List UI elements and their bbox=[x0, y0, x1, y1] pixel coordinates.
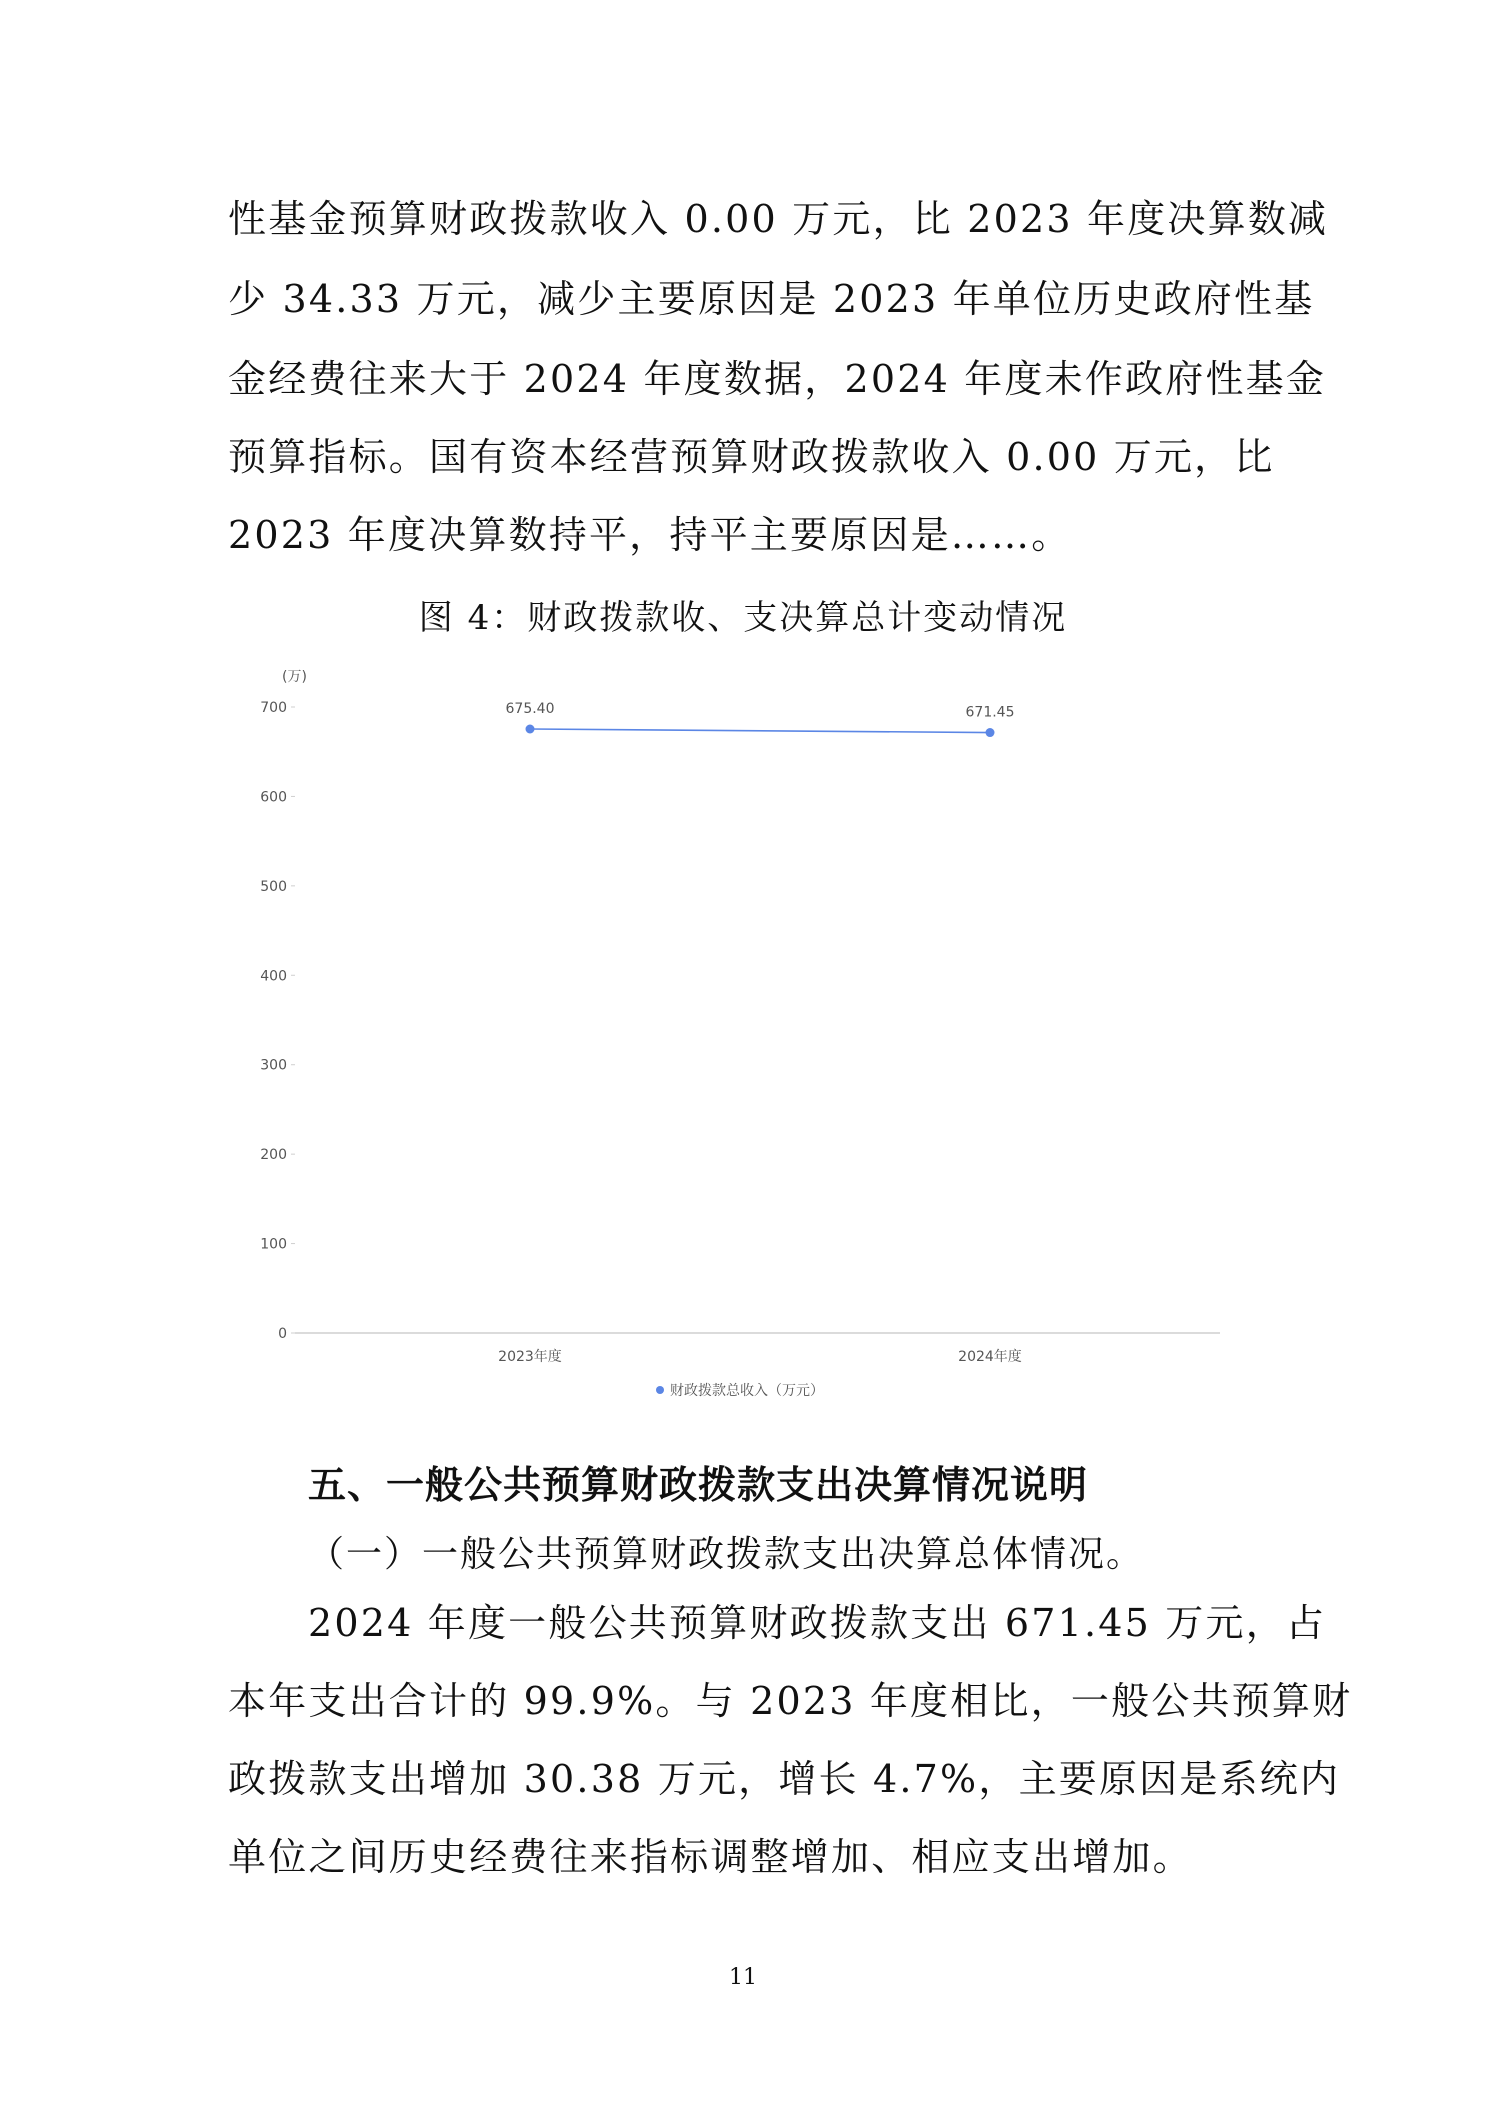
paragraph-line: 金经费往来大于 2024 年度数据，2024 年度未作政府性基金 bbox=[228, 357, 1327, 401]
data-point bbox=[986, 728, 995, 737]
series-line bbox=[530, 729, 990, 733]
x-tick-label: 2023年度 bbox=[498, 1349, 562, 1365]
legend-entry: 财政拨款总收入（万元） bbox=[670, 1383, 824, 1399]
paragraph-line: 本年支出合计的 99.9%。与 2023 年度相比，一般公共预算财 bbox=[228, 1679, 1353, 1723]
y-tick-label: 400 bbox=[260, 968, 287, 985]
paragraph-line: 政拨款支出增加 30.38 万元，增长 4.7%，主要原因是系统内 bbox=[228, 1757, 1341, 1801]
y-tick-label: 500 bbox=[260, 878, 287, 895]
paragraph-line: 2023 年度决算数持平，持平主要原因是……。 bbox=[228, 513, 1072, 557]
paragraph-line: 预算指标。国有资本经营预算财政拨款收入 0.00 万元，比 bbox=[228, 435, 1275, 479]
paragraph-line: 少 34.33 万元，减少主要原因是 2023 年单位历史政府性基 bbox=[228, 277, 1315, 321]
data-point bbox=[526, 724, 535, 733]
x-tick-label: 2024年度 bbox=[958, 1349, 1022, 1365]
line-chart bbox=[240, 665, 1240, 1405]
data-label: 675.40 bbox=[505, 700, 555, 717]
data-label: 671.45 bbox=[965, 704, 1015, 721]
y-tick-label: 700 bbox=[260, 700, 287, 716]
paragraph-line: 性基金预算财政拨款收入 0.00 万元，比 2023 年度决算数减 bbox=[228, 197, 1329, 241]
paragraph-line: 单位之间历史经费往来指标调整增加、相应支出增加。 bbox=[228, 1835, 1193, 1879]
y-tick-label: 0 bbox=[278, 1326, 287, 1342]
legend-marker bbox=[656, 1386, 664, 1394]
y-tick-label: 100 bbox=[260, 1236, 287, 1253]
y-tick-label: 300 bbox=[260, 1057, 287, 1074]
page-number: 11 bbox=[729, 1965, 757, 1990]
y-tick-label: 200 bbox=[260, 1147, 287, 1164]
subsection-heading: （一）一般公共预算财政拨款支出决算总体情况。 bbox=[308, 1534, 1145, 1575]
y-tick-label: 600 bbox=[260, 789, 287, 806]
paragraph-line: 2024 年度一般公共预算财政拨款支出 671.45 万元，占 bbox=[308, 1601, 1327, 1645]
y-axis-unit-label: (万) bbox=[282, 669, 307, 685]
figure-caption: 图 4：财政拨款收、支决算总计变动情况 bbox=[418, 598, 1068, 638]
section-heading: 五、一般公共预算财政拨款支出决算情况说明 bbox=[308, 1463, 1089, 1507]
